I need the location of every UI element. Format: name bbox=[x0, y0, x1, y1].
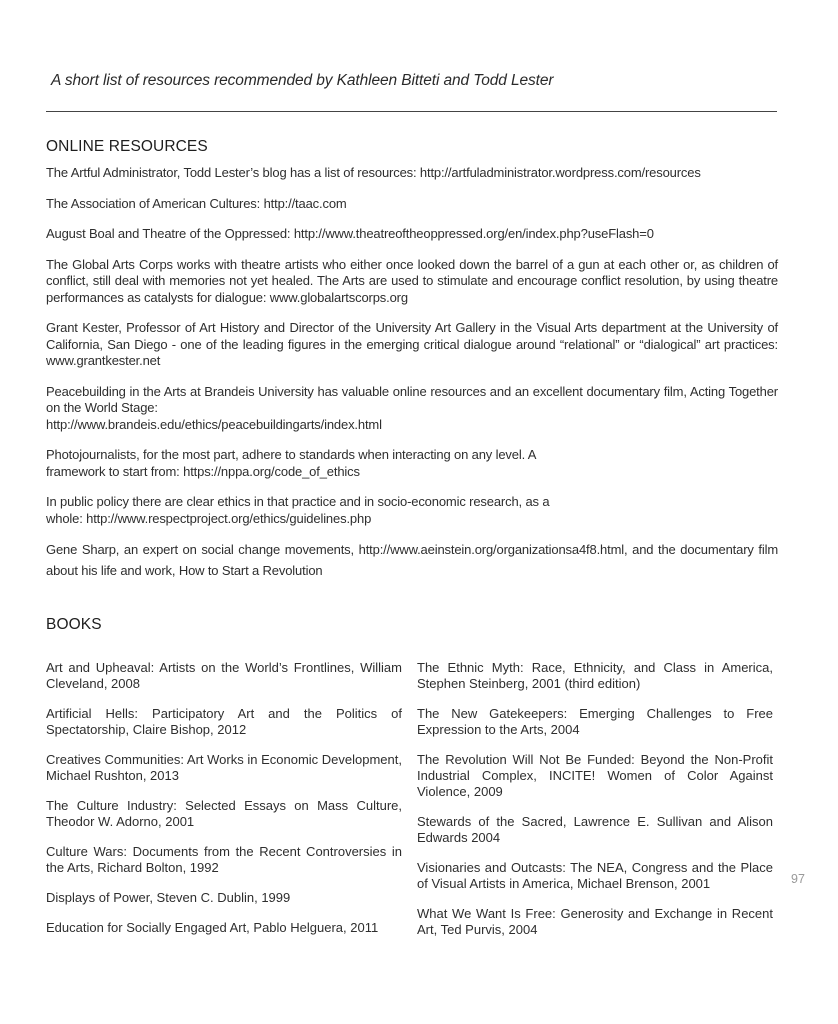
books-heading: BOOKS bbox=[46, 616, 102, 633]
resource-item: Gene Sharp, an expert on social change movements, http://www.aeinstein.org/organizationsa4f8.html, and the documentary film about his life and work, How to Start a Revolution bbox=[46, 542, 778, 578]
resource-item: The Global Arts Corps works with theatre artists who either once looked down the barrel of a gun at each other or, as children of conflict, still deal with memories not yet healed. The Arts are used to stimulate and encourage conflict resolution, by using theatre performances as catalysts for dialogue: www.globalartscorps.org bbox=[46, 256, 778, 305]
online-resources-heading: ONLINE RESOURCES bbox=[46, 138, 208, 155]
book-item: Displays of Power, Steven C. Dublin, 1999 bbox=[46, 890, 291, 905]
resource-item: The Association of American Cultures: http://taac.com bbox=[46, 195, 347, 211]
book-item: The Revolution Will Not Be Funded: Beyond the Non-Profit Industrial Complex, INCITE! Women of Color Against Violence, 2009 bbox=[417, 752, 773, 799]
resource-item: Grant Kester, Professor of Art History and Director of the University Art Gallery in the Visual Arts department at the University of California, San Diego - one of the leading figures in the emerging critical dialogue around “relational” or “dialogical” art practices: www.grantkester.net bbox=[46, 320, 778, 368]
online-resources-list bbox=[46, 165, 778, 595]
book-item: The Culture Industry: Selected Essays on Mass Culture, Theodor W. Adorno, 2001 bbox=[46, 798, 402, 829]
book-item: Visionaries and Outcasts: The NEA, Congress and the Place of Visual Artists in America, Michael Brenson, 2001 bbox=[417, 860, 773, 891]
book-item: Stewards of the Sacred, Lawrence E. Sullivan and Alison Edwards 2004 bbox=[417, 814, 773, 845]
resource-item: August Boal and Theatre of the Oppressed: http://www.theatreoftheoppressed.org/en/index.php?useFlash=0 bbox=[46, 226, 654, 241]
resource-item: The Artful Administrator, Todd Lester’s blog has a list of resources: http://artfuladministrator.wordpress.com/resources bbox=[46, 165, 701, 180]
book-item: Education for Socially Engaged Art, Pablo Helguera, 2011 bbox=[46, 920, 379, 935]
book-item: Art and Upheaval: Artists on the World’s Frontlines, William Cleveland, 2008 bbox=[46, 660, 402, 691]
header-divider bbox=[46, 111, 777, 112]
book-item: Culture Wars: Documents from the Recent Controversies in the Arts, Richard Bolton, 1992 bbox=[46, 844, 402, 875]
resource-link: http://www.brandeis.edu/ethics/peacebuildingarts/index.html bbox=[46, 416, 382, 432]
resource-item: Photojournalists, for the most part, adhere to standards when interacting on any level. A framework to start from: https://nppa.org/code_of_ethics bbox=[46, 447, 536, 479]
page-subtitle: A short list of resources recommended by Kathleen Bitteti and Todd Lester bbox=[51, 72, 554, 89]
book-item: Creatives Communities: Art Works in Economic Development, Michael Rushton, 2013 bbox=[46, 752, 402, 783]
resource-item: In public policy there are clear ethics in that practice and in socio-economic research, as a whole: http://www.respectproject.org/ethics/guidelines.php bbox=[46, 494, 550, 526]
page-number: 97 bbox=[791, 872, 805, 886]
book-item: What We Want Is Free: Generosity and Exchange in Recent Art, Ted Purvis, 2004 bbox=[417, 906, 773, 937]
book-item: The New Gatekeepers: Emerging Challenges to Free Expression to the Arts, 2004 bbox=[417, 706, 773, 737]
books-left-column bbox=[46, 660, 402, 950]
books-right-column bbox=[417, 660, 773, 952]
resource-item: Peacebuilding in the Arts at Brandeis University has valuable online resources and an excellent documentary film, Acting Together on the World Stage: bbox=[46, 383, 778, 415]
book-item: The Ethnic Myth: Race, Ethnicity, and Class in America, Stephen Steinberg, 2001 (third edition) bbox=[417, 660, 773, 691]
book-item: Artificial Hells: Participatory Art and the Politics of Spectatorship, Claire Bishop, 2012 bbox=[46, 706, 402, 737]
